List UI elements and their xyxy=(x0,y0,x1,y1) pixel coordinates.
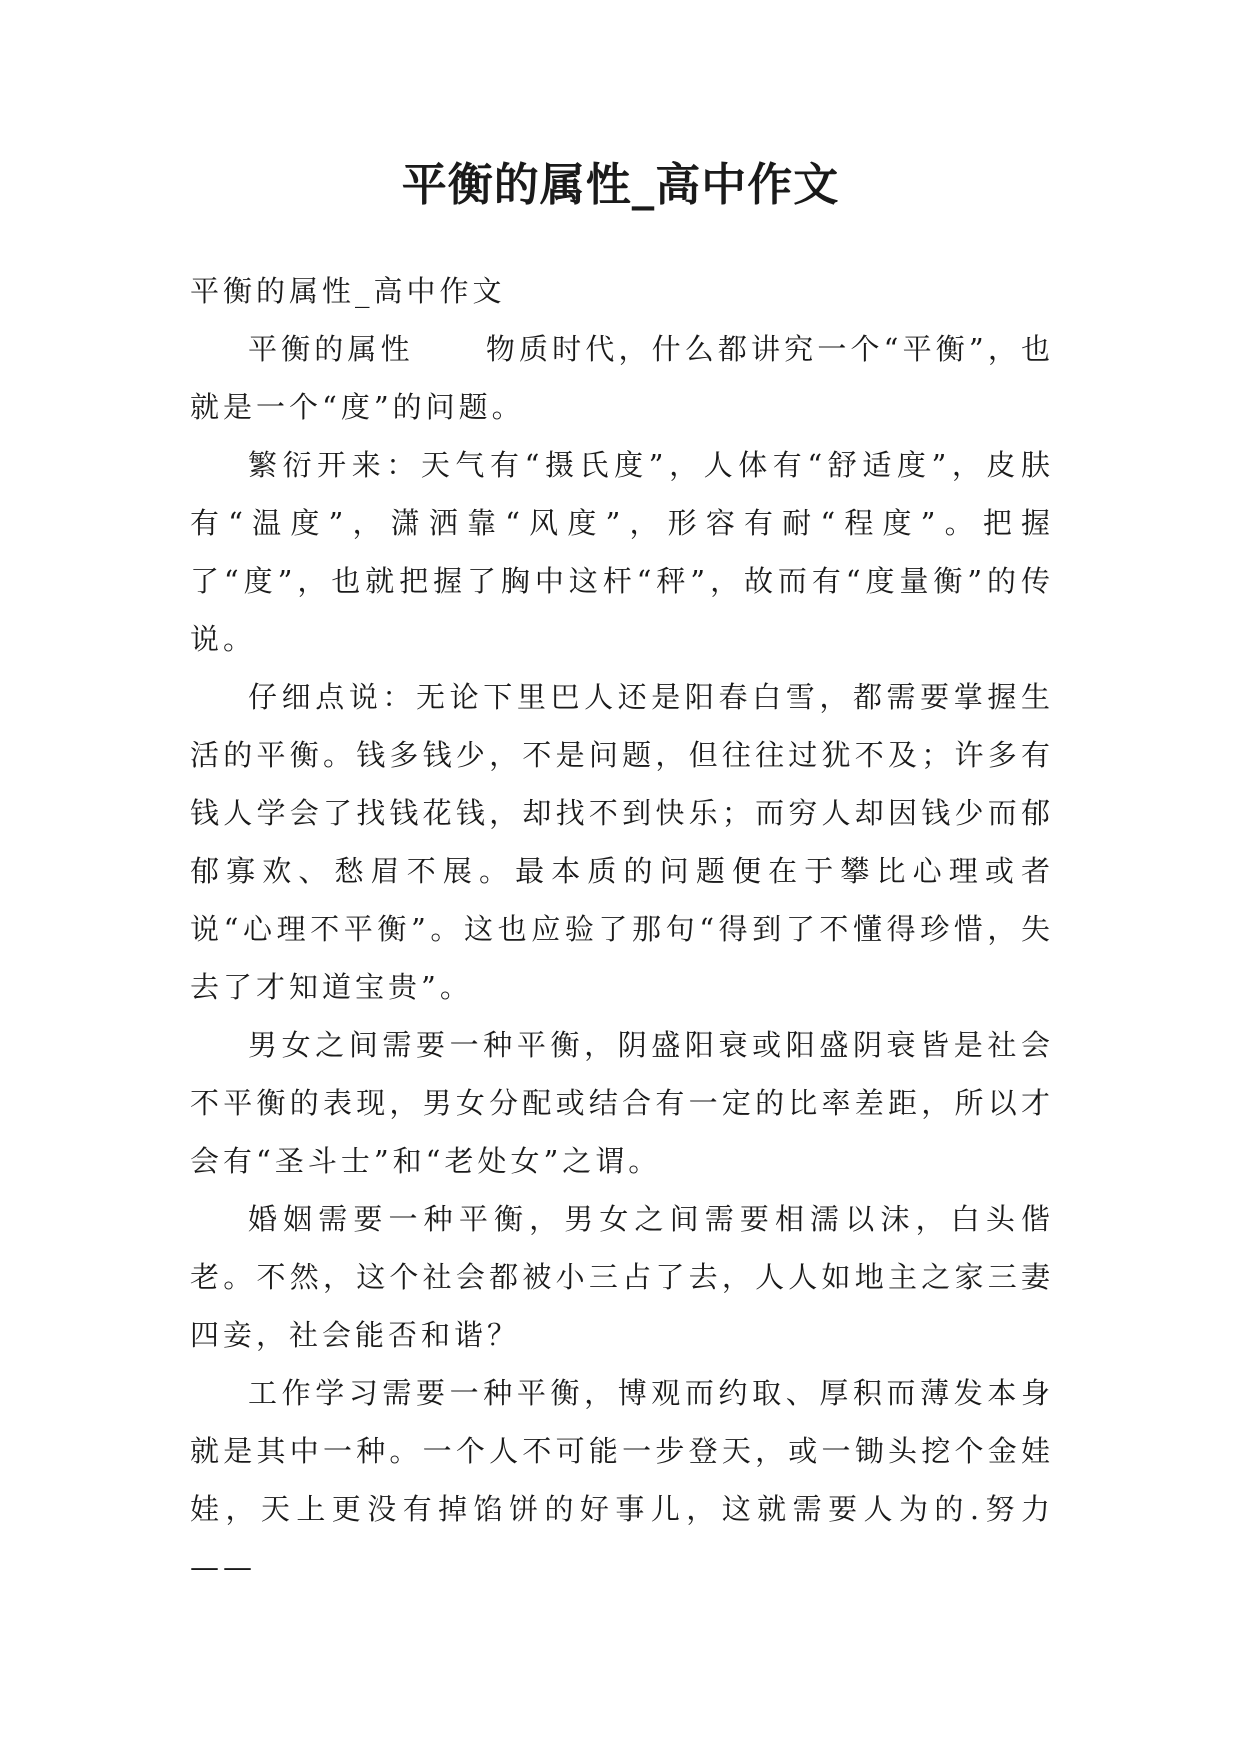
document-subtitle: 平衡的属性_高中作文 xyxy=(190,274,506,308)
paragraph-3: 男女之间需要一种平衡，阴盛阳衰或阳盛阴衰皆是社会不平衡的表现，男女分配或结合有一定的比率差距，所以才会有“圣斗士”和“老处女”之谓。 xyxy=(190,1028,1054,1178)
intro-paragraph xyxy=(190,320,1054,436)
paragraph-4: 婚姻需要一种平衡，男女之间需要相濡以沫，白头偕老。不然，这个社会都被小三占了去，人人如地主之家三妻四妾，社会能否和谐？ xyxy=(190,1202,1054,1352)
intro-text: 物质时代，什么都讲究一个“平衡”，也就是一个“度”的问题。 xyxy=(190,332,1054,424)
paragraph-5: 工作学习需要一种平衡，博观而约取、厚积而薄发本身就是其中一种。一个人不可能一步登天，或一锄头挖个金娃娃，天上更没有掉馅饼的好事儿，这就需要人为的.努力—— xyxy=(190,1376,1054,1584)
intro-heading: 平衡的属性 xyxy=(248,332,414,366)
paragraph-2: 仔细点说：无论下里巴人还是阳春白雪，都需要掌握生活的平衡。钱多钱少，不是问题，但往往过犹不及；许多有钱人学会了找钱花钱，却找不到快乐；而穷人却因钱少而郁郁寡欢、愁眉不展。最本质的问题便在于攀比心理或者说“心理不平衡”。这也应验了那句“得到了不懂得珍惜，失去了才知道宝贵”。 xyxy=(190,680,1054,1004)
paragraph-1: 繁衍开来：天气有“摄氏度”，人体有“舒适度”，皮肤有“温度”，潇洒靠“风度”，形容有耐“程度”。把握了“度”，也就把握了胸中这杆“秤”，故而有“度量衡”的传说。 xyxy=(190,448,1054,656)
document-title: 平衡的属性_高中作文 xyxy=(401,158,840,211)
document-body xyxy=(190,262,1054,1596)
